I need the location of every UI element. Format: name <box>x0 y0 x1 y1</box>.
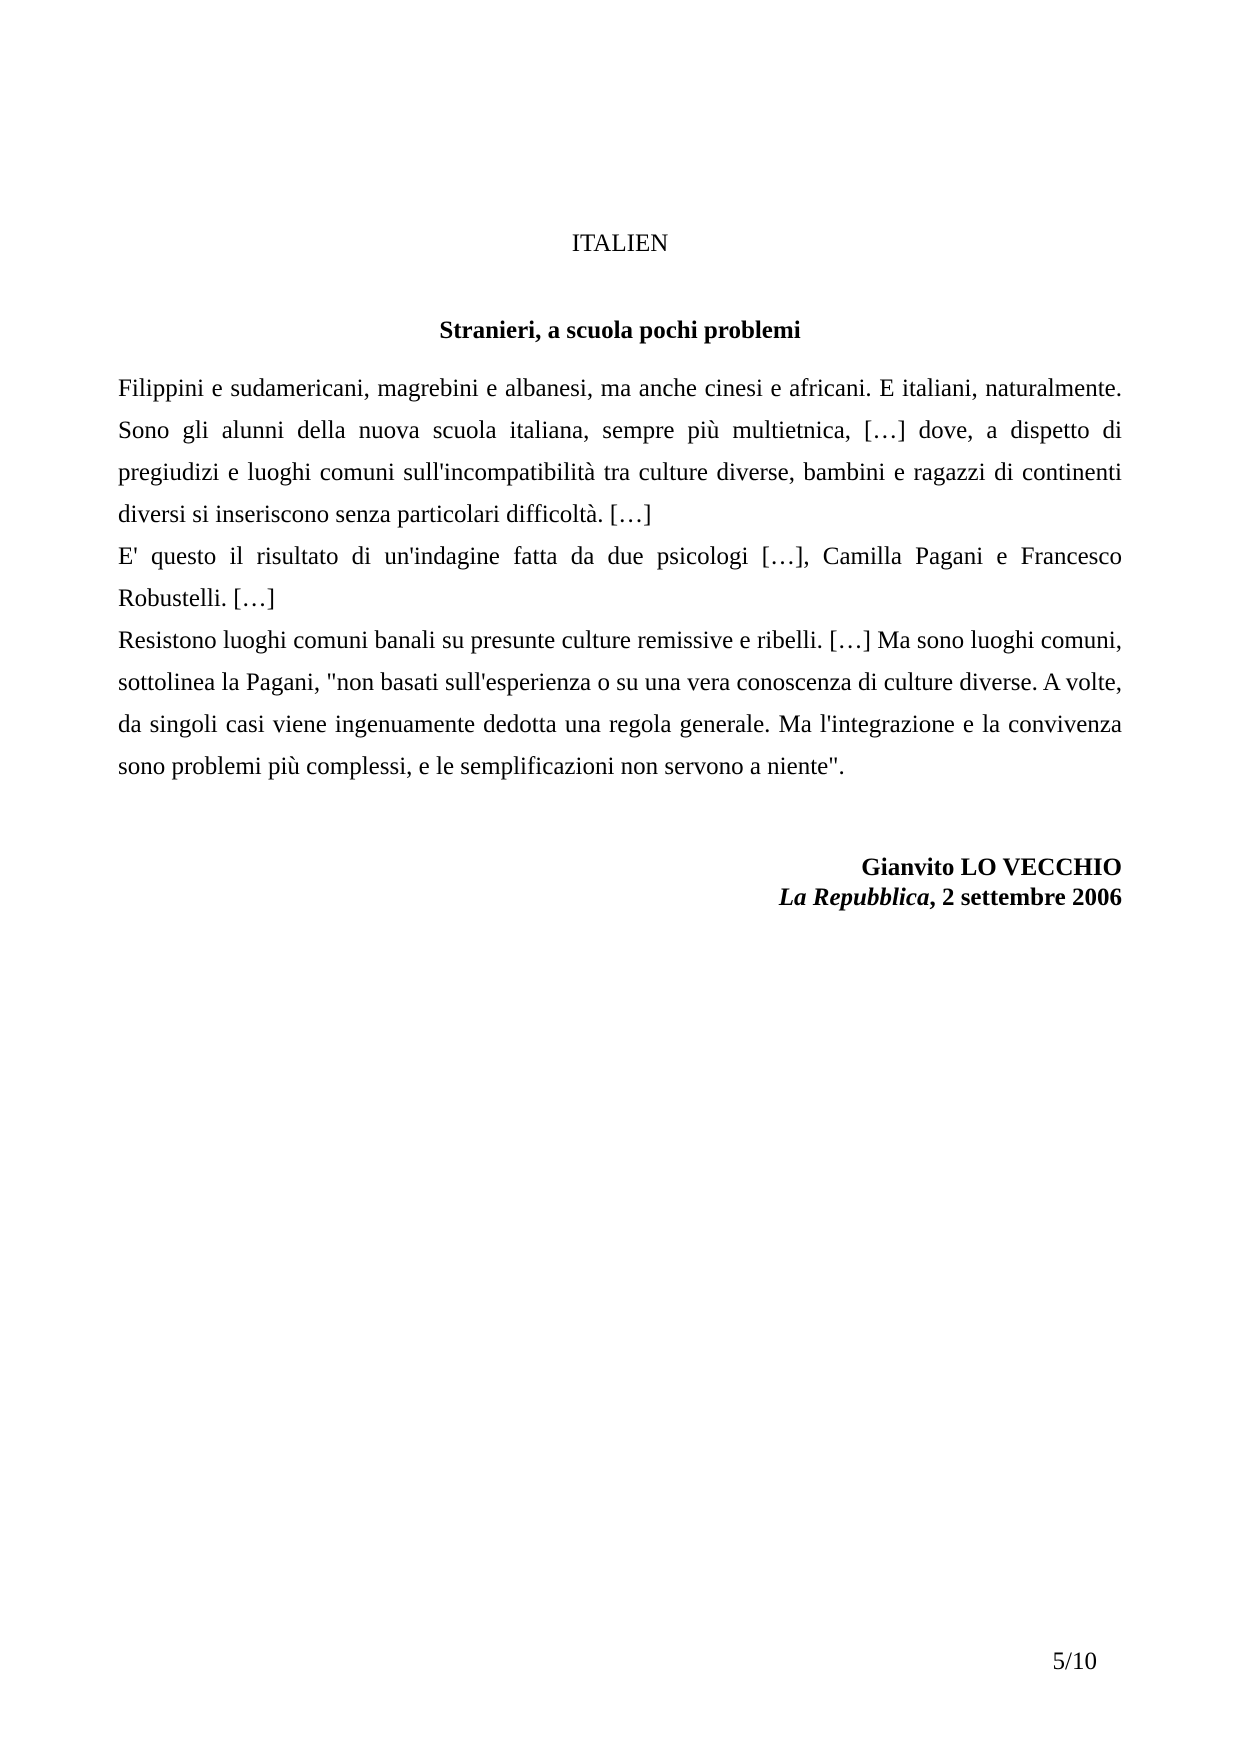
paragraph-3: Resistono luoghi comuni banali su presunte culture remissive e ribelli. […] Ma sono luoghi comuni, sottolinea la Pagani, "non basati sull'esperienza o su una vera conoscenza di culture diverse. A volte, da singoli casi viene ingenuamente dedotta una regola generale. Ma l'integrazione e la convivenza sono problemi più complessi, e le semplificazioni non servono a niente". <box>118 627 1122 780</box>
article-body <box>118 368 1122 788</box>
signature-block <box>779 853 1122 913</box>
publication-date: , 2 settembre 2006 <box>929 884 1122 911</box>
article-title: Stranieri, a scuola pochi problemi <box>439 317 801 344</box>
page-number: 5/10 <box>1052 1648 1097 1675</box>
subject-heading: ITALIEN <box>571 230 669 257</box>
paragraph-2: E' questo il risultato di un'indagine fatta da due psicologi […], Camilla Pagani e Francesco Robustelli. […] <box>118 543 1122 612</box>
publication-name: La Repubblica <box>778 884 930 911</box>
paragraph-1: Filippini e sudamericani, magrebini e albanesi, ma anche cinesi e africani. E italiani, naturalmente. Sono gli alunni della nuova scuola italiana, sempre più multietnica, […] dove, a dispetto di pregiudizi e luoghi comuni sull'incompatibilità tra culture diverse, bambini e ragazzi di continenti diversi si inseriscono senza particolari difficoltà. […] <box>118 375 1122 528</box>
author-name: Gianvito LO VECCHIO <box>861 854 1122 881</box>
source-line <box>779 883 1122 913</box>
